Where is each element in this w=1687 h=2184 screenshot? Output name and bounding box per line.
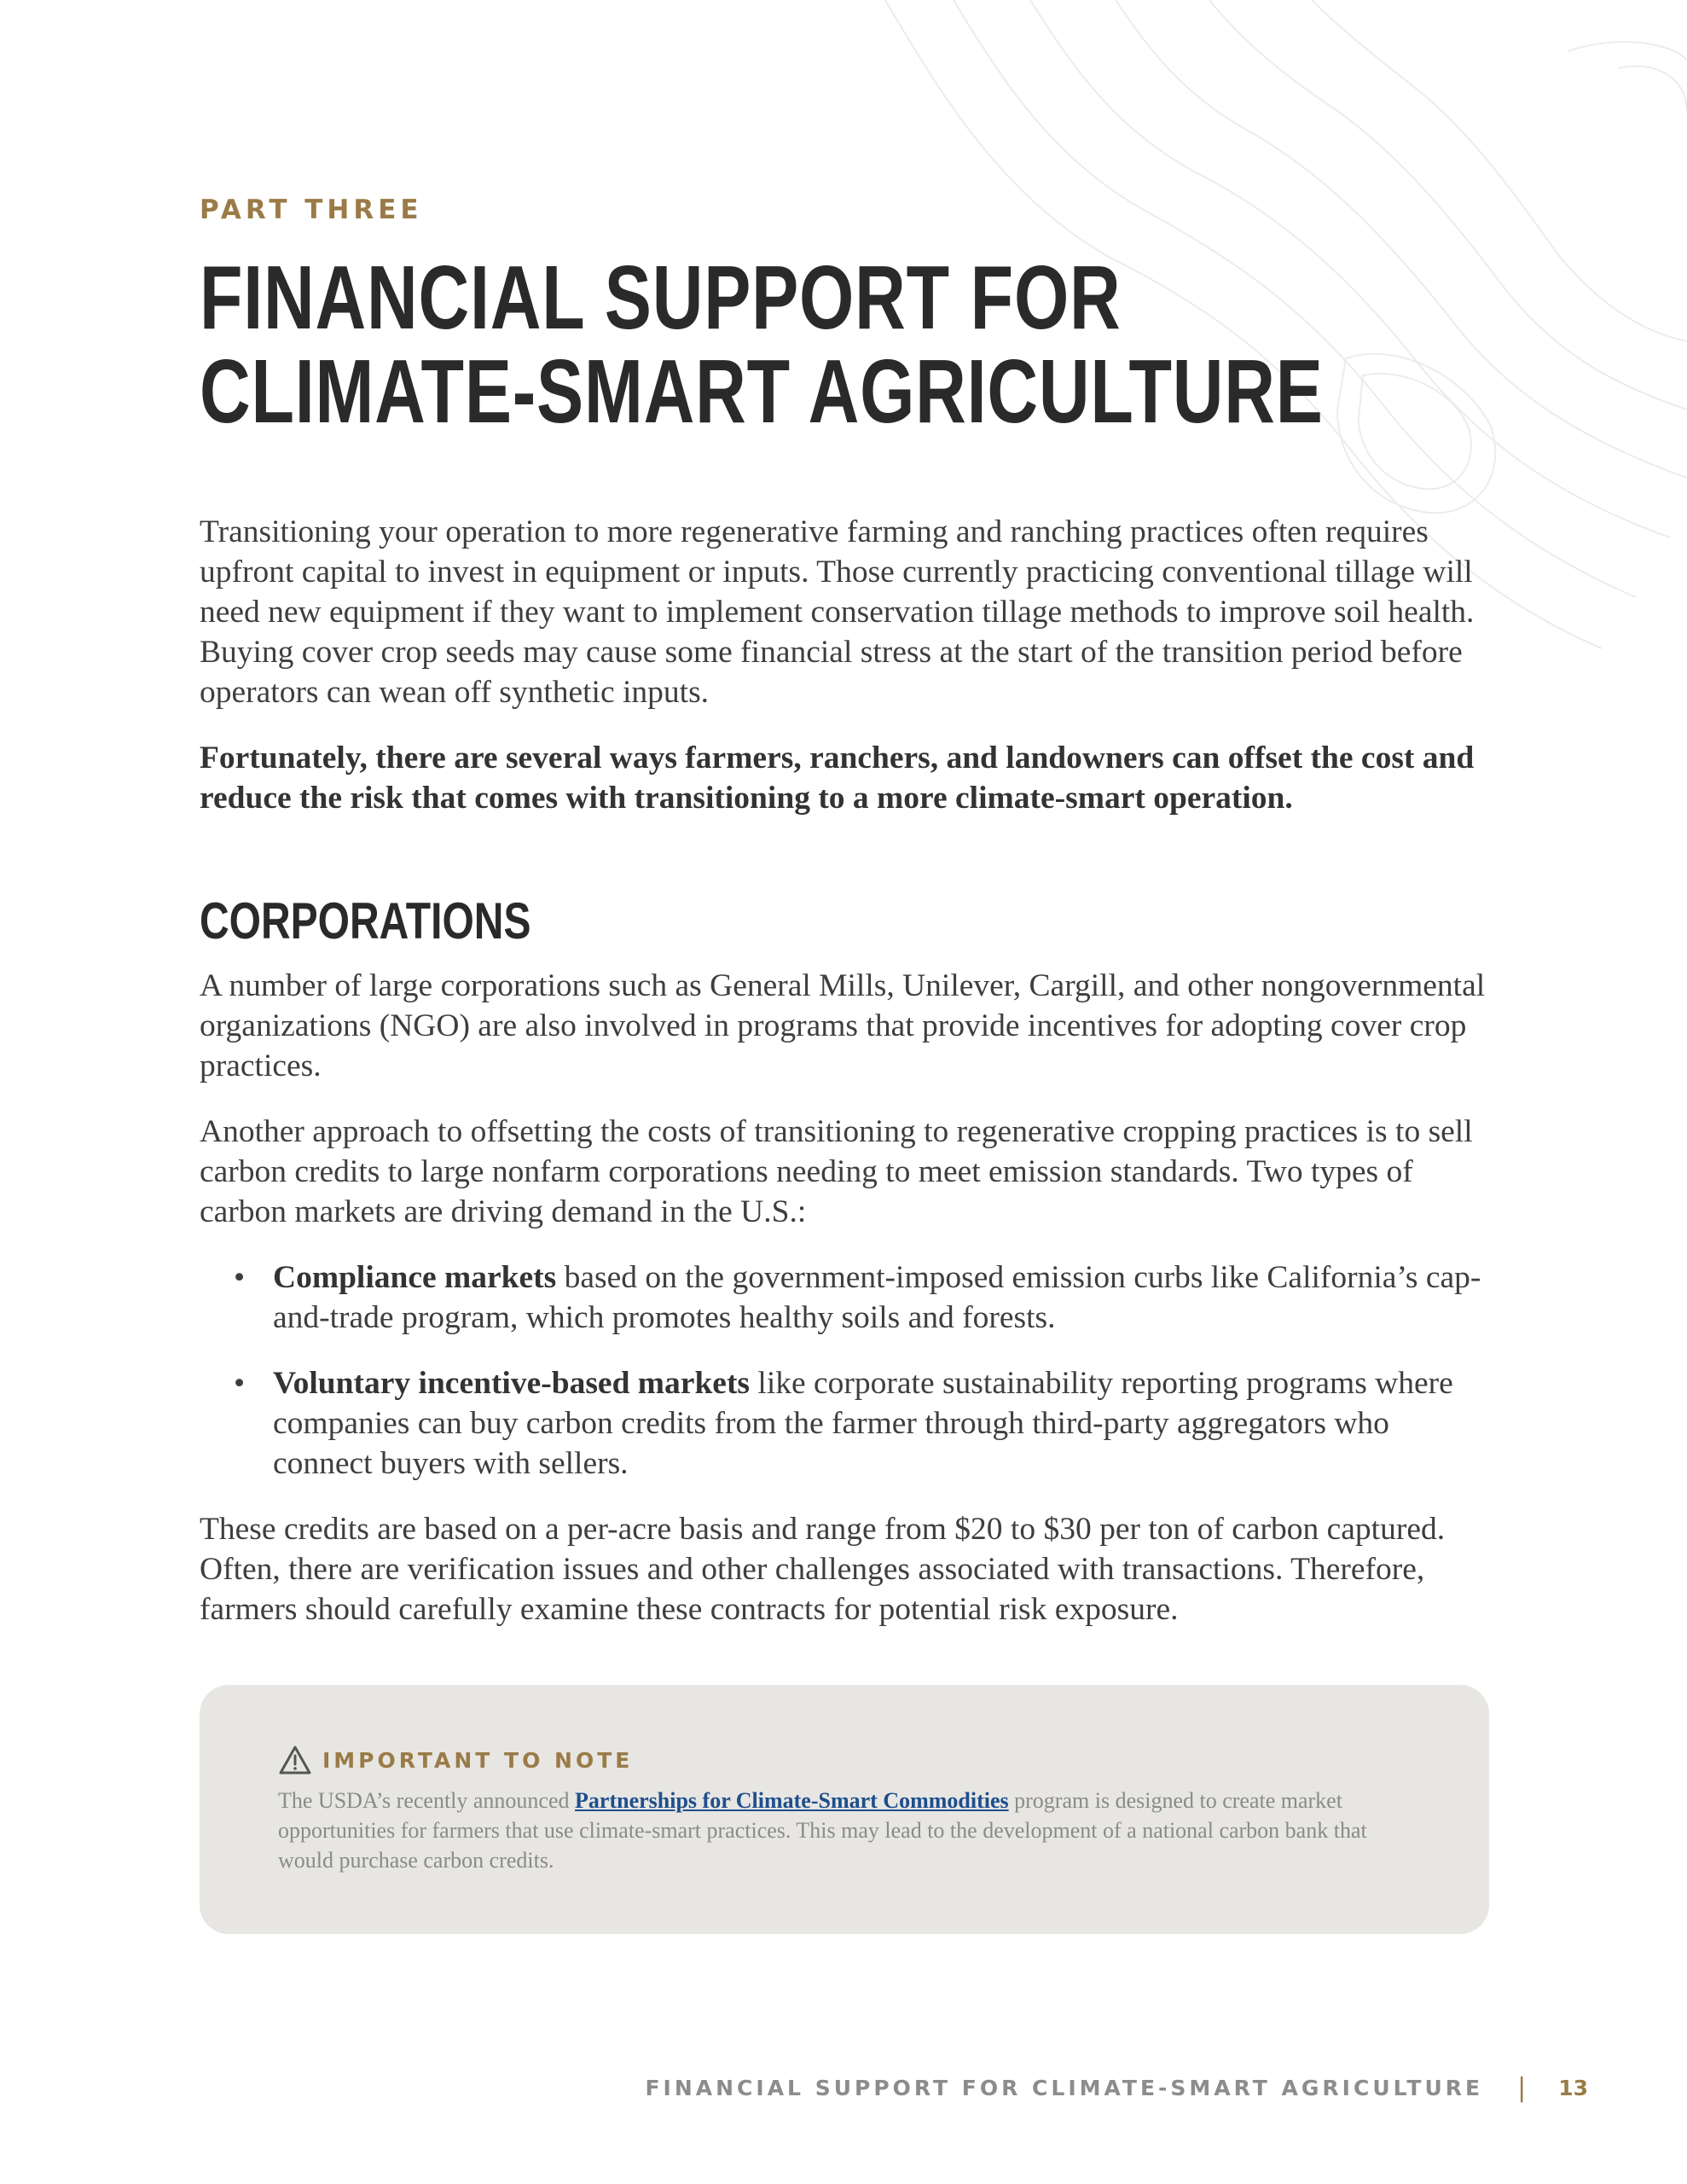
list-item-text: based on the government-imposed emission curbs like California’s cap-and-trade program, which promotes healthy soils and forests.: [273, 1260, 1481, 1335]
list-item-text: like corporate sustainability reporting programs where companies can buy carbon credits from the farmer through third-party aggregators who connect buyers with sellers.: [273, 1366, 1453, 1481]
carbon-markets-list: [200, 1258, 1496, 1484]
page-footer: [645, 2073, 1588, 2103]
intro-paragraph: Transitioning your operation to more regenerative farming and ranching practices often requires upfront capital to invest in equipment or inputs. Those currently practicing conventional tillage will need new equipment if they want to implement conservation tillage methods to improve soil health. Buying cover crop seeds may cause some financial stress at the start of the transition period before operators can wean off synthetic inputs.: [200, 514, 1475, 710]
corporations-paragraph: A number of large corporations such as General Mills, Unilever, Cargill, and other nongovernmental organizations (NGO) are also involved in programs that provide incentives for adopting cover crop practices.: [200, 968, 1486, 1083]
note-body: [278, 1786, 1421, 1875]
part-label: PART THREE: [200, 195, 423, 225]
note-text-start: The USDA’s recently announced: [278, 1788, 576, 1813]
important-note-box: [200, 1685, 1489, 1934]
footer-title: FINANCIAL SUPPORT FOR CLIMATE-SMART AGRICULTURE: [645, 2076, 1484, 2100]
note-text-end: program is designed to create market opportunities for farmers that use climate-smart practices. This may lead to the development of a national carbon bank that would purchase carbon credits.: [278, 1788, 1367, 1873]
note-title: IMPORTANT TO NOTE: [322, 1747, 634, 1773]
lead-paragraph: Fortunately, there are several ways farmers, ranchers, and landowners can offset the cost and reduce the risk that comes with transitioning to a more climate-smart operation.: [200, 741, 1475, 816]
list-item: [200, 1363, 1496, 1484]
footer-separator: |: [1517, 2073, 1527, 2103]
list-item: [200, 1258, 1496, 1338]
credits-paragraph: These credits are based on a per-acre basis and range from $20 to $30 per ton of carbon captured. Often, there are verification issues and other challenges associated with transactions. Therefore, farmers should carefully examine these contracts for potential risk exposure.: [200, 1512, 1446, 1627]
list-item-term: Voluntary incentive-based markets: [273, 1366, 751, 1401]
page-number: 13: [1558, 2076, 1588, 2100]
section-heading-corporations: CORPORATIONS: [200, 892, 531, 950]
page-title: FINANCIAL SUPPORT FOR CLIMATE-SMART AGRICULTURE: [200, 247, 1324, 442]
note-header: [278, 1745, 633, 1775]
main-content: [200, 195, 1496, 1629]
list-item-term: Compliance markets: [273, 1260, 557, 1295]
carbon-markets-paragraph: Another approach to offsetting the costs of transitioning to regenerative cropping practices is to sell carbon credits to large nonfarm corporations needing to meet emission standards. Two types of carbon markets are driving demand in the U.S.:: [200, 1114, 1473, 1229]
partnerships-link[interactable]: Partnerships for Climate-Smart Commodities: [575, 1788, 1009, 1813]
warning-icon: [278, 1745, 312, 1775]
